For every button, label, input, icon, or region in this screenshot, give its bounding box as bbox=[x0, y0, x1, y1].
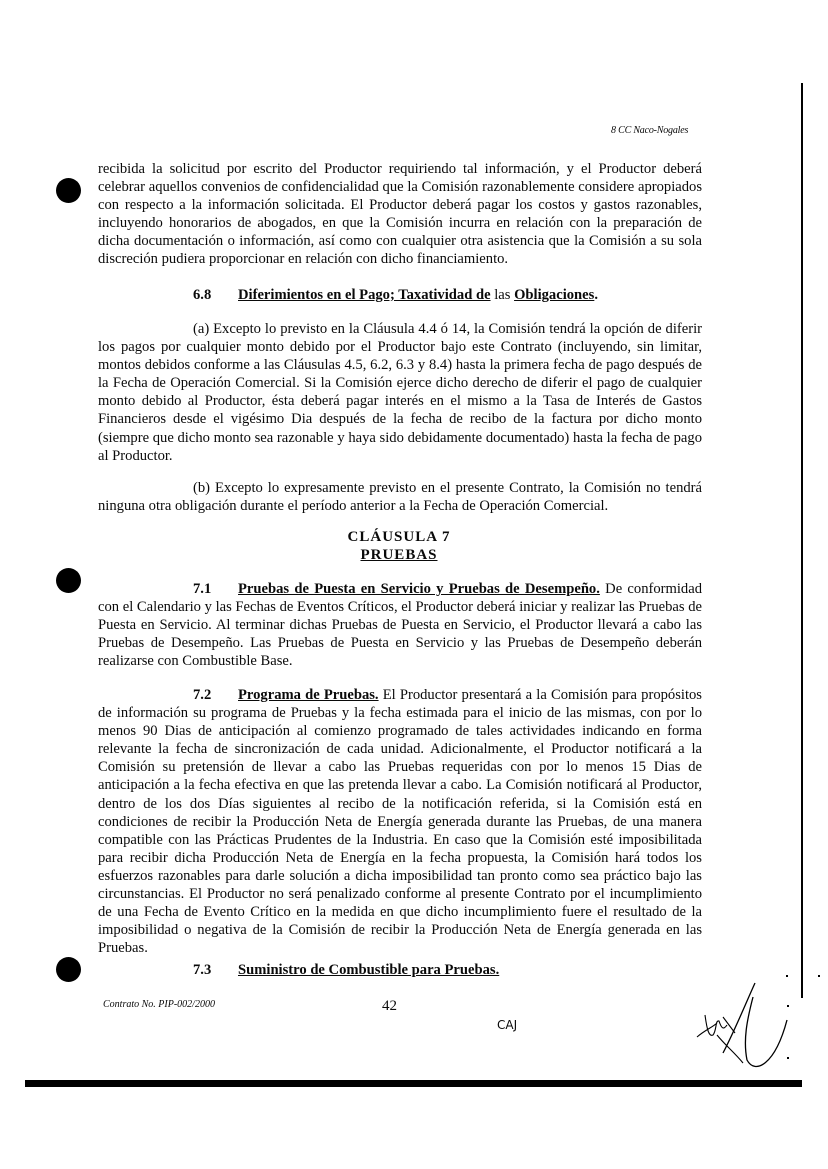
scan-speck bbox=[787, 1005, 789, 1007]
clause-7-label: CLÁUSULA 7 bbox=[347, 529, 451, 545]
section-7-3-heading bbox=[193, 962, 499, 979]
punch-hole-icon bbox=[56, 568, 81, 593]
section-body: De conformidad con el Calendario y las Fechas de Eventos Críticos, el Productor deberá iniciar y realizar las Pruebas de Puesta en Servicio. Al terminar dichas Pruebas de Puesta en Servicio, el Productor llevará a cabo las Pruebas de Desempeño. Las Pruebas de Puesta en Servicio y las Pruebas de Desempeño deberán realizarse con Combustible Base. bbox=[98, 581, 702, 670]
section-number: 7.1 bbox=[193, 581, 212, 597]
section-number: 6.8 bbox=[193, 287, 212, 303]
page-number: 42 bbox=[382, 998, 397, 1014]
section-6-8-heading bbox=[193, 287, 598, 304]
section-number: 7.2 bbox=[193, 687, 212, 703]
section-7-2-heading bbox=[193, 687, 379, 703]
section-7-2 bbox=[98, 686, 702, 957]
clause-7-title: PRUEBAS bbox=[360, 547, 438, 563]
section-title: Diferimientos en el Pago; Taxatividad de bbox=[238, 287, 491, 303]
margin-rule bbox=[801, 83, 803, 998]
section-number: 7.3 bbox=[193, 962, 212, 978]
page-bottom-rule bbox=[25, 1080, 802, 1087]
signature-icon bbox=[695, 975, 790, 1075]
section-7-1 bbox=[98, 580, 702, 670]
section-body: El Productor presentará a la Comisión para propósitos de información su programa de Pruebas y la fecha estimada para el inicio de las mismas, con por lo menos 90 Dias de anticipación al comienzo programado de tales actividades indicando en forma relevante la fecha de sincronización de cada unidad. Adicionalmente, el Productor notificará a la Comisión su pretensión de llevar a cabo las Pruebas requeridas con por lo menos 15 Dias de anticipación a la fecha efectiva en que las pretenda llevar a cabo. La Comisión notificará al Productor, dentro de los dos Días siguientes al recibo de la notificación referida, si la Comisión está en condiciones de recibir la Producción Neta de Energía generada durante las Pruebas, de una manera compatible con las Prácticas Prudentes de la Industria. En caso que la Comisión esté imposibilitada para recibir dicha Producción Neta de Energía en la fecha propuesta, la Comisión hará todos los esfuerzos razonables para darle solución a dicha imposibilidad tan pronto como sea práctico bajo las circunstancias. El Productor no será penalizado conforme al presente Contrato por el incumplimiento de una Fecha de Evento Crítico en la medida en que dicho incumplimiento fuere el resultado de la imposibilidad o negativa de la Comisión de recibir la Producción Neta de Energía generada en las Pruebas. bbox=[98, 687, 702, 957]
contract-number: Contrato No. PIP-002/2000 bbox=[103, 999, 215, 1010]
section-title-end: Obligaciones bbox=[514, 287, 595, 303]
handwritten-initials: CAJ bbox=[497, 1018, 518, 1032]
continuation-paragraph: recibida la solicitud por escrito del Productor requiriendo tal información, y el Productor deberá celebrar aquellos convenios de confidencialidad que la Comisión razonablemente considere apropiados con respecto a la información solicitada. El Productor deberá pagar los costos y gastos razonables, incluyendo honorarios de abogados, en que la Comisión incurra en relación con la preparación de dicha documentación o información, así como con cualquier otra asistencia que la Comisión a su sola discreción pudiera proporcionar en relación con dicho financiamiento. bbox=[98, 161, 702, 268]
section-title-period: . bbox=[594, 287, 598, 303]
section-6-8-paragraph-a: (a) Excepto lo previsto en la Cláusula 4.4 ó 14, la Comisión tendrá la opción de diferir los pagos por cualquier monto debido por el Productor bajo este Contrato (incluyendo, sin limitar, montos debidos conforme a las Cláusulas 4.5, 6.2, 6.3 y 8.4) hasta la primera fecha de pago después de la Fecha de Operación Comercial. Si la Comisión ejerce dicho derecho de diferir el pago de cualquier monto debido al Productor, ésta deberá pagar interés en el mismo a la Tasa de Interés de Gastos Financieros desde el vigésimo Dia después de la fecha de recibo de la factura por dicho monto (siempre que dicho monto sea razonable y haya sido debidamente documentado) hasta la fecha de pago al Productor. bbox=[98, 321, 702, 464]
section-title: Suministro de Combustible para Pruebas. bbox=[238, 962, 500, 978]
header-reference: 8 CC Naco-Nogales bbox=[611, 125, 689, 136]
scan-speck bbox=[787, 1057, 789, 1059]
punch-hole-icon bbox=[56, 957, 81, 982]
section-title: Pruebas de Puesta en Servicio y Pruebas de Desempeño. bbox=[238, 581, 600, 597]
section-title-connector: las bbox=[490, 287, 515, 303]
scan-speck bbox=[786, 975, 788, 977]
section-title: Programa de Pruebas. bbox=[238, 687, 379, 703]
section-6-8-paragraph-b: (b) Excepto lo expresamente previsto en el presente Contrato, la Comisión no tendrá ninguna otra obligación durante el período anterior a la Fecha de Operación Comercial. bbox=[98, 480, 702, 515]
scan-speck bbox=[818, 975, 820, 977]
punch-hole-icon bbox=[56, 178, 81, 203]
section-7-1-heading bbox=[193, 581, 600, 597]
